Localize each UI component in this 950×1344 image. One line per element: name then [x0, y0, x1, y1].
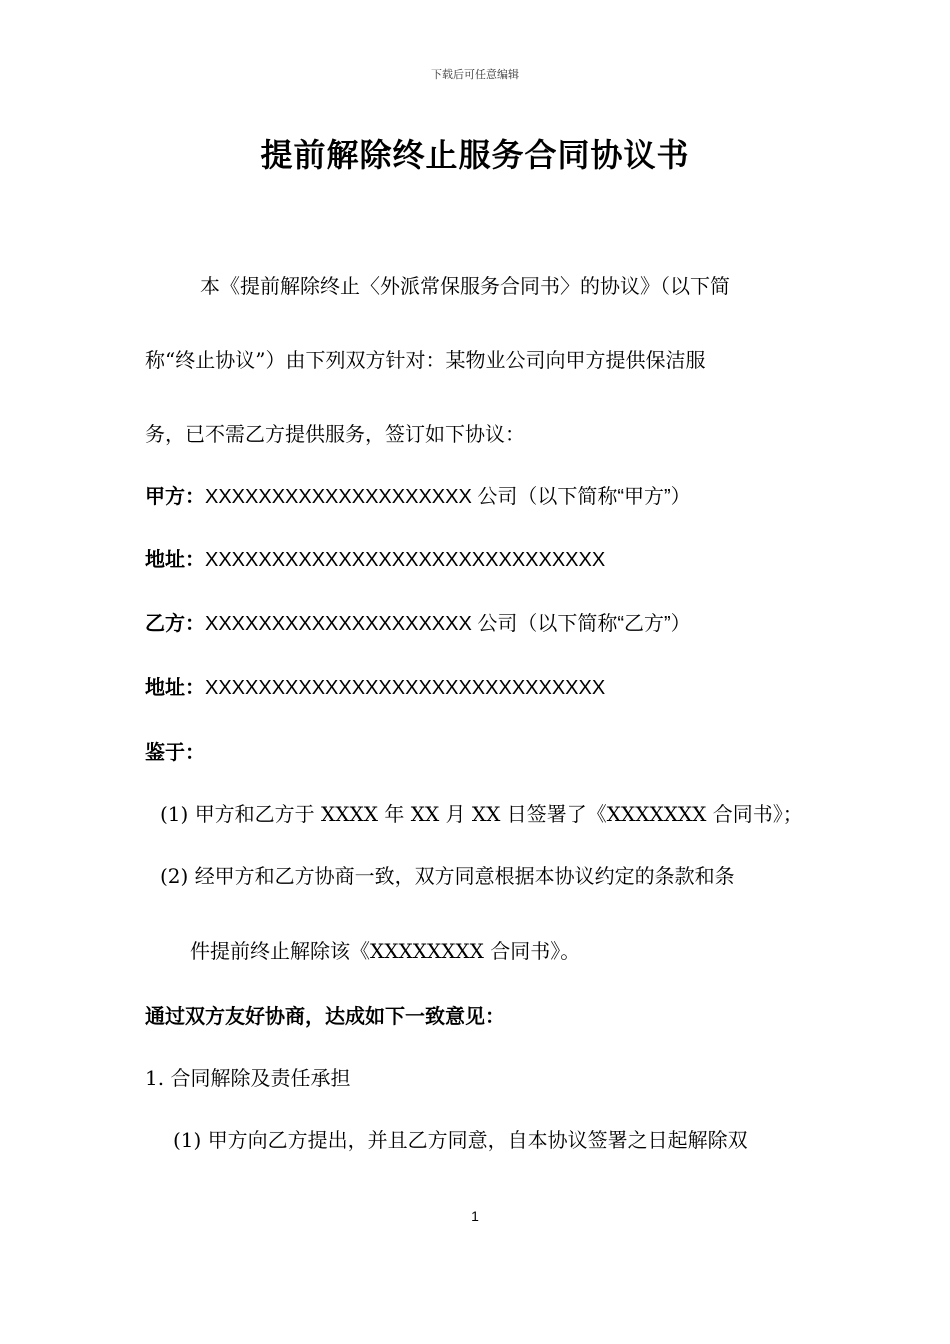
whereas-label: 鉴于：: [145, 740, 205, 764]
page-number: 1: [471, 1208, 479, 1224]
section-1-item-1: (1) 甲方向乙方提出，并且乙方同意，自本协议签署之日起解除双: [173, 1128, 748, 1152]
address-b-value: XXXXXXXXXXXXXXXXXXXXXXXXXXXXXX: [205, 677, 606, 699]
address-b-row: [145, 673, 605, 702]
page-header-note: 下载后可任意编辑: [431, 68, 519, 81]
party-b-value: XXXXXXXXXXXXXXXXXXXX 公司（以下简称“乙方”）: [205, 613, 691, 635]
intro-line-2: 称“终止协议”）由下列双方针对：某物业公司向甲方提供保洁服: [145, 348, 706, 372]
intro-line-1: 本《提前解除终止〈外派常保服务合同书〉的协议》（以下简: [200, 274, 730, 298]
address-a-value: XXXXXXXXXXXXXXXXXXXXXXXXXXXXXX: [205, 549, 606, 571]
document-title: 提前解除终止服务合同协议书: [260, 136, 690, 174]
whereas-item-1: (1) 甲方和乙方于 XXXX 年 XX 月 XX 日签署了《XXXXXXX 合同书》；: [160, 802, 803, 826]
whereas-item-2-line-2: 件提前终止解除该《XXXXXXXX 合同书》。: [190, 939, 581, 963]
party-b-row: [145, 609, 691, 638]
whereas-item-2-line-1: (2) 经甲方和乙方协商一致，双方同意根据本协议约定的条款和条: [160, 864, 735, 888]
intro-line-3: 务，已不需乙方提供服务，签订如下协议：: [145, 422, 525, 446]
address-a-label: 地址：: [145, 547, 205, 571]
address-b-label: 地址：: [145, 675, 205, 699]
address-a-row: [145, 545, 605, 574]
section-1-heading: 1. 合同解除及责任承担: [145, 1066, 351, 1090]
party-a-value: XXXXXXXXXXXXXXXXXXXX 公司（以下简称“甲方”）: [205, 486, 691, 508]
party-a-label: 甲方：: [145, 484, 205, 508]
party-a-row: [145, 482, 691, 511]
party-b-label: 乙方：: [145, 611, 205, 635]
agreement-heading: 通过双方友好协商，达成如下一致意见：: [145, 1004, 505, 1028]
